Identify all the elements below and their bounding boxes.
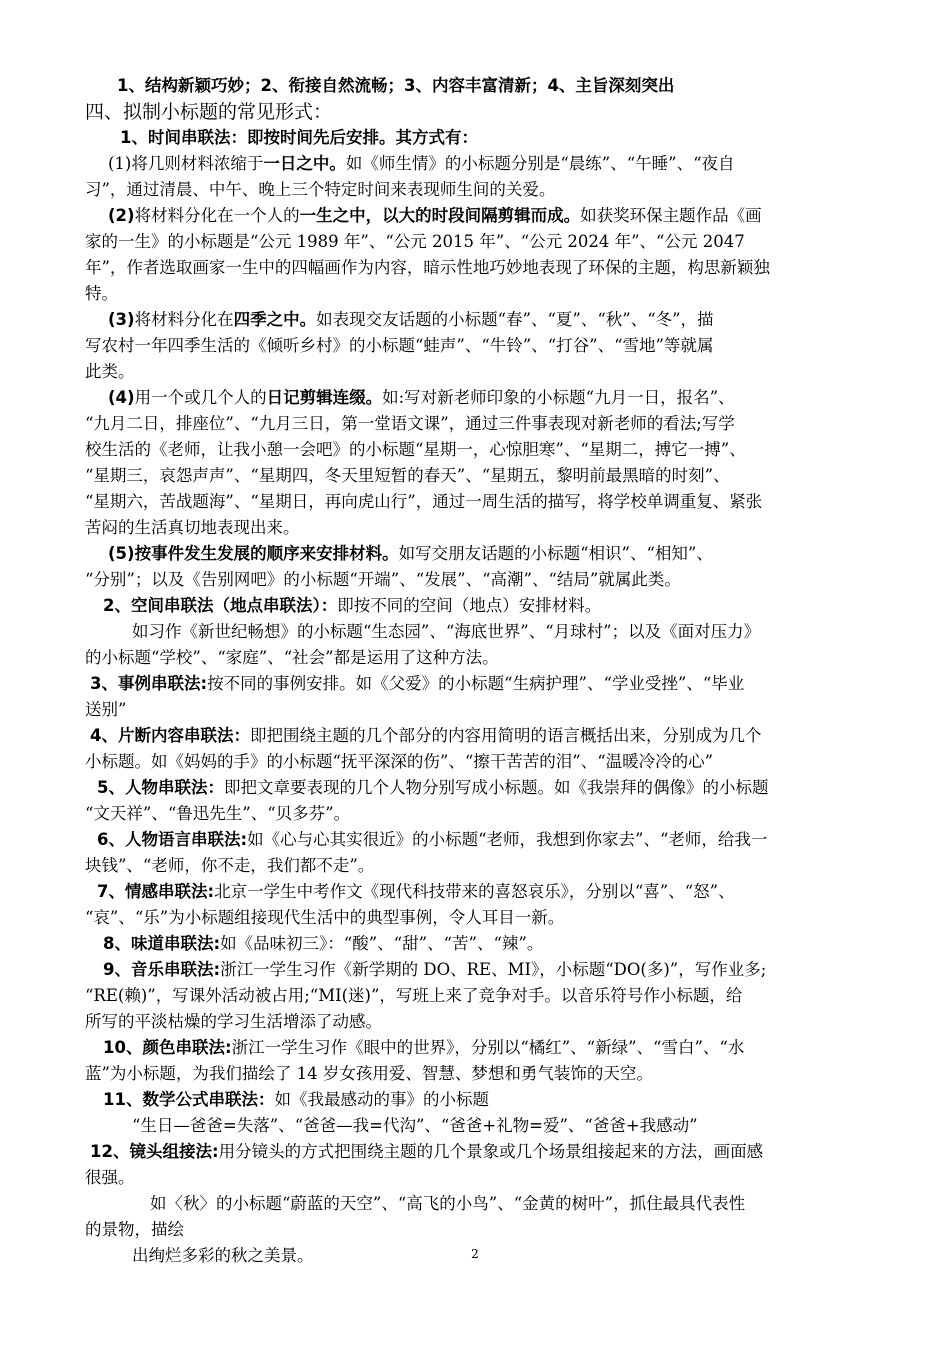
text-line [90, 1139, 763, 1165]
text-line [85, 99, 332, 125]
text-span: 浙江一学生习作《眼中的世界》，分别以“橘红”、“新绿”、“雪白”、“水 [231, 1038, 745, 1057]
text-span: 所写的平淡枯燥的学习生活增添了动感。 [85, 1012, 382, 1031]
text-line [85, 983, 742, 1009]
text-line [85, 801, 350, 827]
text-span: 四、拟制小标题的常见形式： [85, 101, 333, 123]
text-span: 校生活的《老师，让我小憩一会吧》的小标题“星期一，心惊胆寒”、“星期二，搏它一搏”、 [85, 440, 746, 459]
bold-text: 6、人物语言串联法: [97, 830, 248, 849]
text-span: 按不同的事例安排。如《父爱》的小标题“生病护理”、“学业受挫”、“毕业 [207, 674, 745, 693]
text-line [85, 411, 735, 437]
text-line [108, 307, 714, 333]
text-line [85, 229, 745, 255]
text-span: 如《我最感动的事》的小标题 [274, 1090, 489, 1109]
text-span: 年”，作者选取画家一生中的四幅画作为内容，暗示性地巧妙地表现了环保的主题，构思新颖独 [85, 258, 770, 277]
text-line [85, 1165, 135, 1191]
text-line [132, 1113, 698, 1139]
text-line [108, 203, 762, 229]
text-line [85, 697, 126, 723]
text-line [85, 437, 746, 463]
bold-text: (5)按事件发生发展的顺序来安排材料。 [108, 544, 399, 563]
bold-text: 7、情感串联法: [97, 882, 215, 901]
text-line [97, 827, 767, 853]
text-span: 如写交朋友话题的小标题“相识”、“相知”、 [398, 544, 713, 563]
text-span: 小标题。如《妈妈的手》的小标题“抚平深深的伤”、“擦干苦苦的泪”、“温暖冷冷的心” [85, 752, 714, 771]
text-span: 蓝”为小标题，为我们描绘了 14 岁女孩用爱、智慧、梦想和勇气装饰的天空。 [85, 1064, 653, 1083]
text-span: 此类。 [85, 362, 135, 381]
text-span: 用分镜头的方式把围绕主题的几个景象或几个场景组接起来的方法，画面感 [218, 1142, 764, 1161]
bold-text: (3) [108, 310, 135, 329]
text-span: 如《师生情》的小标题分别是“晨练”、“午睡”、“夜自 [345, 154, 735, 173]
text-span: “星期六，苦战题海”、“星期日，再向虎山行”，通过一周生活的描写，将学校单调重复、紧张 [85, 492, 763, 511]
text-line [85, 905, 564, 931]
text-line [85, 255, 770, 281]
bold-text: 5、人物串联法： [97, 778, 224, 797]
text-line [108, 541, 713, 567]
text-line [85, 853, 374, 879]
text-span: 送别” [85, 700, 127, 719]
bold-text: 11、数学公式串联法： [103, 1090, 275, 1109]
bold-text: 3、事例串联法: [90, 674, 208, 693]
text-line [97, 879, 735, 905]
text-line [85, 645, 499, 671]
text-span: 将材料分化在一个人的 [134, 206, 300, 225]
text-span: 的景物，描绘 [85, 1220, 184, 1239]
text-line [103, 1087, 489, 1113]
text-line [85, 567, 681, 593]
text-span: 即按不同的空间（地点）安排材料。 [337, 596, 602, 615]
text-span: “九月二日，排座位”、“九月三日，第一堂语文课”，通过三件事表现对新老师的看法;写学 [85, 414, 735, 433]
text-line [85, 1009, 382, 1035]
text-line [103, 957, 766, 983]
text-span: 很强。 [85, 1168, 135, 1187]
text-span: 如:写对新老师印象的小标题“九月一日，报名”、 [382, 388, 735, 407]
text-line [85, 359, 135, 385]
text-line [97, 775, 768, 801]
text-line [85, 1061, 653, 1087]
text-span: 如表现交友话题的小标题“春”、“夏”、“秋”、“冬”，描 [316, 310, 714, 329]
text-span: 如《心与心其实很近》的小标题“老师，我想到你家去”、“老师，给我一 [247, 830, 768, 849]
text-line [90, 723, 761, 749]
text-span: 如习作《新世纪畅想》的小标题“生态园”、“海底世界”、“月球村”；以及《面对压力》 [132, 622, 761, 641]
text-span: “分别”；以及《告别网吧》的小标题“开端”、“发展”、“高潮”、“结局”就属此类。 [85, 570, 681, 589]
text-span: “RE(赖)”，写课外活动被占用;“MI(迷)”，写班上来了竞争对手。以音乐符号作小标题，给 [85, 986, 743, 1005]
text-span: “星期三，哀怨声声”、“星期四，冬天里短暂的春天”、“星期五，黎明前最黑暗的时刻”、 [85, 466, 730, 485]
text-line [117, 73, 674, 99]
text-span: 浙江一学生习作《新学期的 DO、RE、MI》，小标题“DO(多)”，写作业多; [220, 960, 767, 979]
text-line [85, 749, 713, 775]
text-span: “哀”、“乐”为小标题组接现代生活中的典型事例，令人耳目一新。 [85, 908, 565, 927]
bold-text: 一日之中。 [263, 154, 346, 173]
bold-text: 1、时间串联法：即按时间先后安排。其方式有： [120, 128, 478, 147]
text-span: “生日—爸爸=失落”、“爸爸—我=代沟”、“爸爸+礼物=爱”、“爸爸+我感动” [132, 1116, 698, 1135]
text-span: 出绚烂多彩的秋之美景。 [132, 1246, 314, 1265]
bold-text: 一生之中，以大的时段间隔剪辑而成。 [299, 206, 581, 225]
bold-text: 2、空间串联法（地点串联法）： [103, 596, 338, 615]
bold-text: 四季之中。 [233, 310, 317, 329]
bold-text: (2) [108, 206, 135, 225]
bold-text: (4) [108, 388, 135, 407]
text-span: 苦闷的生活真切地表现出来。 [85, 518, 300, 537]
text-span: “文天祥”、“鲁迅先生”、“贝多芬”。 [85, 804, 351, 823]
bold-text: 9、音乐串联法: [103, 960, 221, 979]
text-span: 如获奖环保主题作品《画 [580, 206, 762, 225]
text-line [85, 1217, 184, 1243]
text-line [108, 385, 735, 411]
bold-text: 10、颜色串联法: [103, 1038, 232, 1057]
text-span: 用一个或几个人的 [134, 388, 267, 407]
bold-text: 12、镜头组接法: [90, 1142, 219, 1161]
bold-text: 日记剪辑连缀。 [266, 388, 383, 407]
text-line [85, 463, 730, 489]
text-line [120, 125, 478, 151]
text-line [85, 489, 762, 515]
text-line [85, 515, 300, 541]
text-line [108, 151, 735, 177]
text-span: 的小标题“学校”、“家庭”、“社会”都是运用了这种方法。 [85, 648, 499, 667]
text-line [85, 281, 118, 307]
bold-text: 4、片断内容串联法： [90, 726, 250, 745]
text-span: 即把围绕主题的几个部分的内容用简明的语言概括出来，分别成为几个 [249, 726, 762, 745]
text-line [103, 593, 601, 619]
text-span: 将材料分化在 [134, 310, 234, 329]
text-line [103, 931, 543, 957]
text-line [85, 177, 555, 203]
text-span: 块钱”、“老师，你不走，我们都不走”。 [85, 856, 375, 875]
text-span: 即把文章要表现的几个人物分别写成小标题。如《我崇拜的偶像》的小标题 [223, 778, 769, 797]
text-line [150, 1191, 745, 1217]
text-line [132, 619, 760, 645]
text-span: 如〈秋〉的小标题“蔚蓝的天空”、“高飞的小鸟”、“金黄的树叶”，抓住最具代表性 [150, 1194, 746, 1213]
text-span: 如《品味初三》：“酸”、“甜”、“苦”、“辣”。 [220, 934, 544, 953]
text-line [90, 671, 744, 697]
text-line [103, 1035, 744, 1061]
text-span: 特。 [85, 284, 118, 303]
bold-text: 1、结构新颖巧妙；2、衔接自然流畅；3、内容丰富清新；4、主旨深刻突出 [117, 76, 675, 95]
page-number: 2 [471, 1247, 479, 1261]
text-span: 写农村一年四季生活的《倾听乡村》的小标题“蛙声”、“牛铃”、“打谷”、“雪地”等就属 [85, 336, 714, 355]
text-span: (1)将几则材料浓缩于 [108, 154, 264, 173]
bold-text: 8、味道串联法: [103, 934, 221, 953]
text-span: 习”，通过清晨、中午、晚上三个特定时间来表现师生间的关爱。 [85, 180, 556, 199]
text-span: 北京一学生中考作文《现代科技带来的喜怒哀乐》，分别以“喜”、“怒”、 [214, 882, 735, 901]
text-line [85, 333, 713, 359]
text-span: 家的一生》的小标题是“公元 1989 年”、“公元 2015 年”、“公元 2024 年”、“公元 2047 [85, 232, 745, 251]
